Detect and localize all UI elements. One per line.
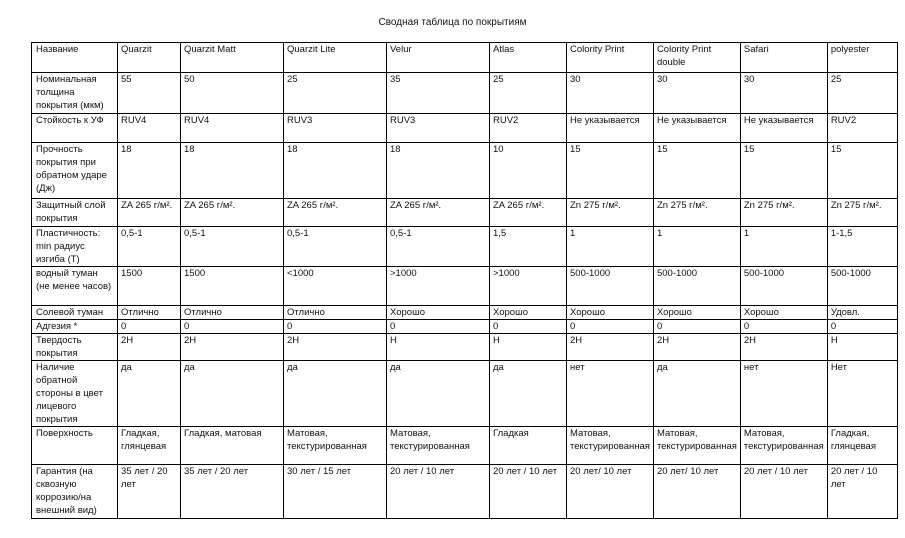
table-cell: 0 — [740, 320, 827, 334]
table-row — [32, 427, 898, 465]
row-label-cell: Гарантия (на сквозную коррозию/на внешний вид) — [32, 465, 118, 519]
row-label-cell: Прочность покрытия при обратном ударе (Дж) — [32, 143, 118, 199]
table-row — [32, 227, 898, 267]
table-cell: да — [387, 361, 490, 427]
table-cell: Хорошо — [490, 306, 567, 320]
table-cell: Нет — [827, 361, 897, 427]
table-cell: H — [827, 334, 897, 361]
table-cell: ZA 265 г/м². — [490, 199, 567, 227]
table-cell: ZA 265 г/м². — [284, 199, 387, 227]
table-cell: Не указывается — [740, 114, 827, 143]
table-cell: Не указывается — [567, 114, 654, 143]
document-title: Сводная таблица по покрытиям — [378, 17, 527, 28]
table-cell: 30 — [740, 73, 827, 114]
row-label-cell: водный туман (не менее часов) — [32, 267, 118, 306]
table-cell: 15 — [653, 143, 740, 199]
table-cell: ZA 265 г/м². — [387, 199, 490, 227]
table-cell: RUV4 — [181, 114, 284, 143]
table-cell: 0,5-1 — [284, 227, 387, 267]
table-cell: Отлично — [284, 306, 387, 320]
table-cell: >1000 — [387, 267, 490, 306]
table-cell: Гладкая — [490, 427, 567, 465]
table-cell: 18 — [118, 143, 181, 199]
table-cell: да — [118, 361, 181, 427]
table-cell: RUV2 — [490, 114, 567, 143]
table-cell: Zn 275 г/м². — [567, 199, 654, 227]
table-cell: 20 лет / 10 лет — [740, 465, 827, 519]
header-label-cell: Название — [32, 43, 118, 73]
table-row — [32, 320, 898, 334]
table-cell: 0 — [387, 320, 490, 334]
table-cell: да — [653, 361, 740, 427]
header-product-cell: polyester — [827, 43, 897, 73]
table-cell: Хорошо — [387, 306, 490, 320]
row-label-cell: Номинальная толщина покрытия (мкм) — [32, 73, 118, 114]
table-cell: 500-1000 — [740, 267, 827, 306]
table-cell: Zn 275 г/м². — [740, 199, 827, 227]
table-row — [32, 306, 898, 320]
table-cell: 1-1,5 — [827, 227, 897, 267]
table-cell: H — [490, 334, 567, 361]
table-cell: 1 — [567, 227, 654, 267]
table-cell: 500-1000 — [567, 267, 654, 306]
table-row — [32, 143, 898, 199]
table-row — [32, 334, 898, 361]
table-row — [32, 465, 898, 519]
header-product-cell: Quarzit — [118, 43, 181, 73]
table-cell: 20 лет/ 10 лет — [567, 465, 654, 519]
table-cell: 0 — [118, 320, 181, 334]
table-cell: 0 — [567, 320, 654, 334]
table-cell: 35 — [387, 73, 490, 114]
table-cell: 15 — [740, 143, 827, 199]
table-cell: да — [490, 361, 567, 427]
table-cell: 0 — [653, 320, 740, 334]
row-label-cell: Поверхность — [32, 427, 118, 465]
header-product-cell: Atlas — [490, 43, 567, 73]
table-cell: RUV4 — [118, 114, 181, 143]
table-cell: 20 лет / 10 лет — [490, 465, 567, 519]
table-cell: 30 — [653, 73, 740, 114]
header-product-cell: Colority Print double — [653, 43, 740, 73]
table-cell: 1500 — [181, 267, 284, 306]
table-cell: Матовая, текстурированная — [740, 427, 827, 465]
row-label-cell: Наличие обратной стороны в цвет лицевого покрытия — [32, 361, 118, 427]
row-label-cell: Твердость покрытия — [32, 334, 118, 361]
table-cell: 25 — [827, 73, 897, 114]
table-cell: Матовая, текстурированная — [387, 427, 490, 465]
table-cell: Хорошо — [653, 306, 740, 320]
table-cell: Матовая, текстурированная — [653, 427, 740, 465]
coatings-comparison-table — [31, 42, 898, 519]
row-label-cell: Защитный слой покрытия — [32, 199, 118, 227]
table-cell: 18 — [284, 143, 387, 199]
table-cell: Матовая, текстурированная — [284, 427, 387, 465]
table-cell: >1000 — [490, 267, 567, 306]
table-cell: 15 — [827, 143, 897, 199]
table-header-row — [32, 43, 898, 73]
table-cell: Удовл. — [827, 306, 897, 320]
table-cell: 35 лет / 20 лет — [118, 465, 181, 519]
table-cell: Не указывается — [653, 114, 740, 143]
table-cell: H — [387, 334, 490, 361]
table-cell: 1,5 — [490, 227, 567, 267]
table-cell: 500-1000 — [653, 267, 740, 306]
table-cell: 0,5-1 — [387, 227, 490, 267]
table-cell: 25 — [490, 73, 567, 114]
table-cell: 30 — [567, 73, 654, 114]
table-cell: 2H — [567, 334, 654, 361]
header-product-cell: Quarzit Lite — [284, 43, 387, 73]
table-row — [32, 199, 898, 227]
table-cell: 0 — [284, 320, 387, 334]
table-cell: 0,5-1 — [181, 227, 284, 267]
table-cell: Гладкая, матовая — [181, 427, 284, 465]
table-cell: Хорошо — [567, 306, 654, 320]
table-cell: 18 — [387, 143, 490, 199]
header-product-cell: Colority Print — [567, 43, 654, 73]
table-cell: 20 лет / 10 лет — [387, 465, 490, 519]
table-cell: 2H — [740, 334, 827, 361]
table-cell: 1500 — [118, 267, 181, 306]
table-cell: Матовая, текстурированная — [567, 427, 654, 465]
table-cell: Zn 275 г/м². — [653, 199, 740, 227]
row-label-cell: Солевой туман — [32, 306, 118, 320]
table-cell: 50 — [181, 73, 284, 114]
row-label-cell: Адгезия * — [32, 320, 118, 334]
table-cell: 10 — [490, 143, 567, 199]
table-cell: 20 лет / 10 лет — [827, 465, 897, 519]
table-cell: 2H — [653, 334, 740, 361]
table-cell: 1 — [653, 227, 740, 267]
table-row — [32, 73, 898, 114]
table-cell: 18 — [181, 143, 284, 199]
table-cell: 20 лет/ 10 лет — [653, 465, 740, 519]
table-cell: да — [181, 361, 284, 427]
table-row — [32, 361, 898, 427]
table-cell: 30 лет / 15 лет — [284, 465, 387, 519]
row-label-cell: Стойкость к УФ — [32, 114, 118, 143]
table-cell: да — [284, 361, 387, 427]
table-cell: 0,5-1 — [118, 227, 181, 267]
table-cell: Отлично — [181, 306, 284, 320]
table-cell: 35 лет / 20 лет — [181, 465, 284, 519]
table-cell: 2H — [181, 334, 284, 361]
table-cell: 2H — [284, 334, 387, 361]
table-cell: RUV3 — [284, 114, 387, 143]
table-cell: 0 — [490, 320, 567, 334]
table-body — [32, 43, 898, 519]
table-cell: ZA 265 г/м². — [181, 199, 284, 227]
table-cell: нет — [740, 361, 827, 427]
table-row — [32, 114, 898, 143]
table-cell: Гладкая, глянцевая — [118, 427, 181, 465]
table-cell: нет — [567, 361, 654, 427]
table-cell: 0 — [827, 320, 897, 334]
table-cell: 2H — [118, 334, 181, 361]
table-cell: 55 — [118, 73, 181, 114]
table-cell: 25 — [284, 73, 387, 114]
header-product-cell: Safari — [740, 43, 827, 73]
table-cell: Хорошо — [740, 306, 827, 320]
header-product-cell: Velur — [387, 43, 490, 73]
table-cell: <1000 — [284, 267, 387, 306]
table-cell: Zn 275 г/м². — [827, 199, 897, 227]
table-cell: RUV3 — [387, 114, 490, 143]
table-cell: RUV2 — [827, 114, 897, 143]
table-cell: 0 — [181, 320, 284, 334]
header-product-cell: Quarzit Matt — [181, 43, 284, 73]
table-row — [32, 267, 898, 306]
table-cell: Гладкая, глянцевая — [827, 427, 897, 465]
table-cell: ZA 265 г/м². — [118, 199, 181, 227]
table-cell: Отлично — [118, 306, 181, 320]
row-label-cell: Пластичность: min радиус изгиба (Т) — [32, 227, 118, 267]
table-cell: 15 — [567, 143, 654, 199]
table-cell: 500-1000 — [827, 267, 897, 306]
table-cell: 1 — [740, 227, 827, 267]
